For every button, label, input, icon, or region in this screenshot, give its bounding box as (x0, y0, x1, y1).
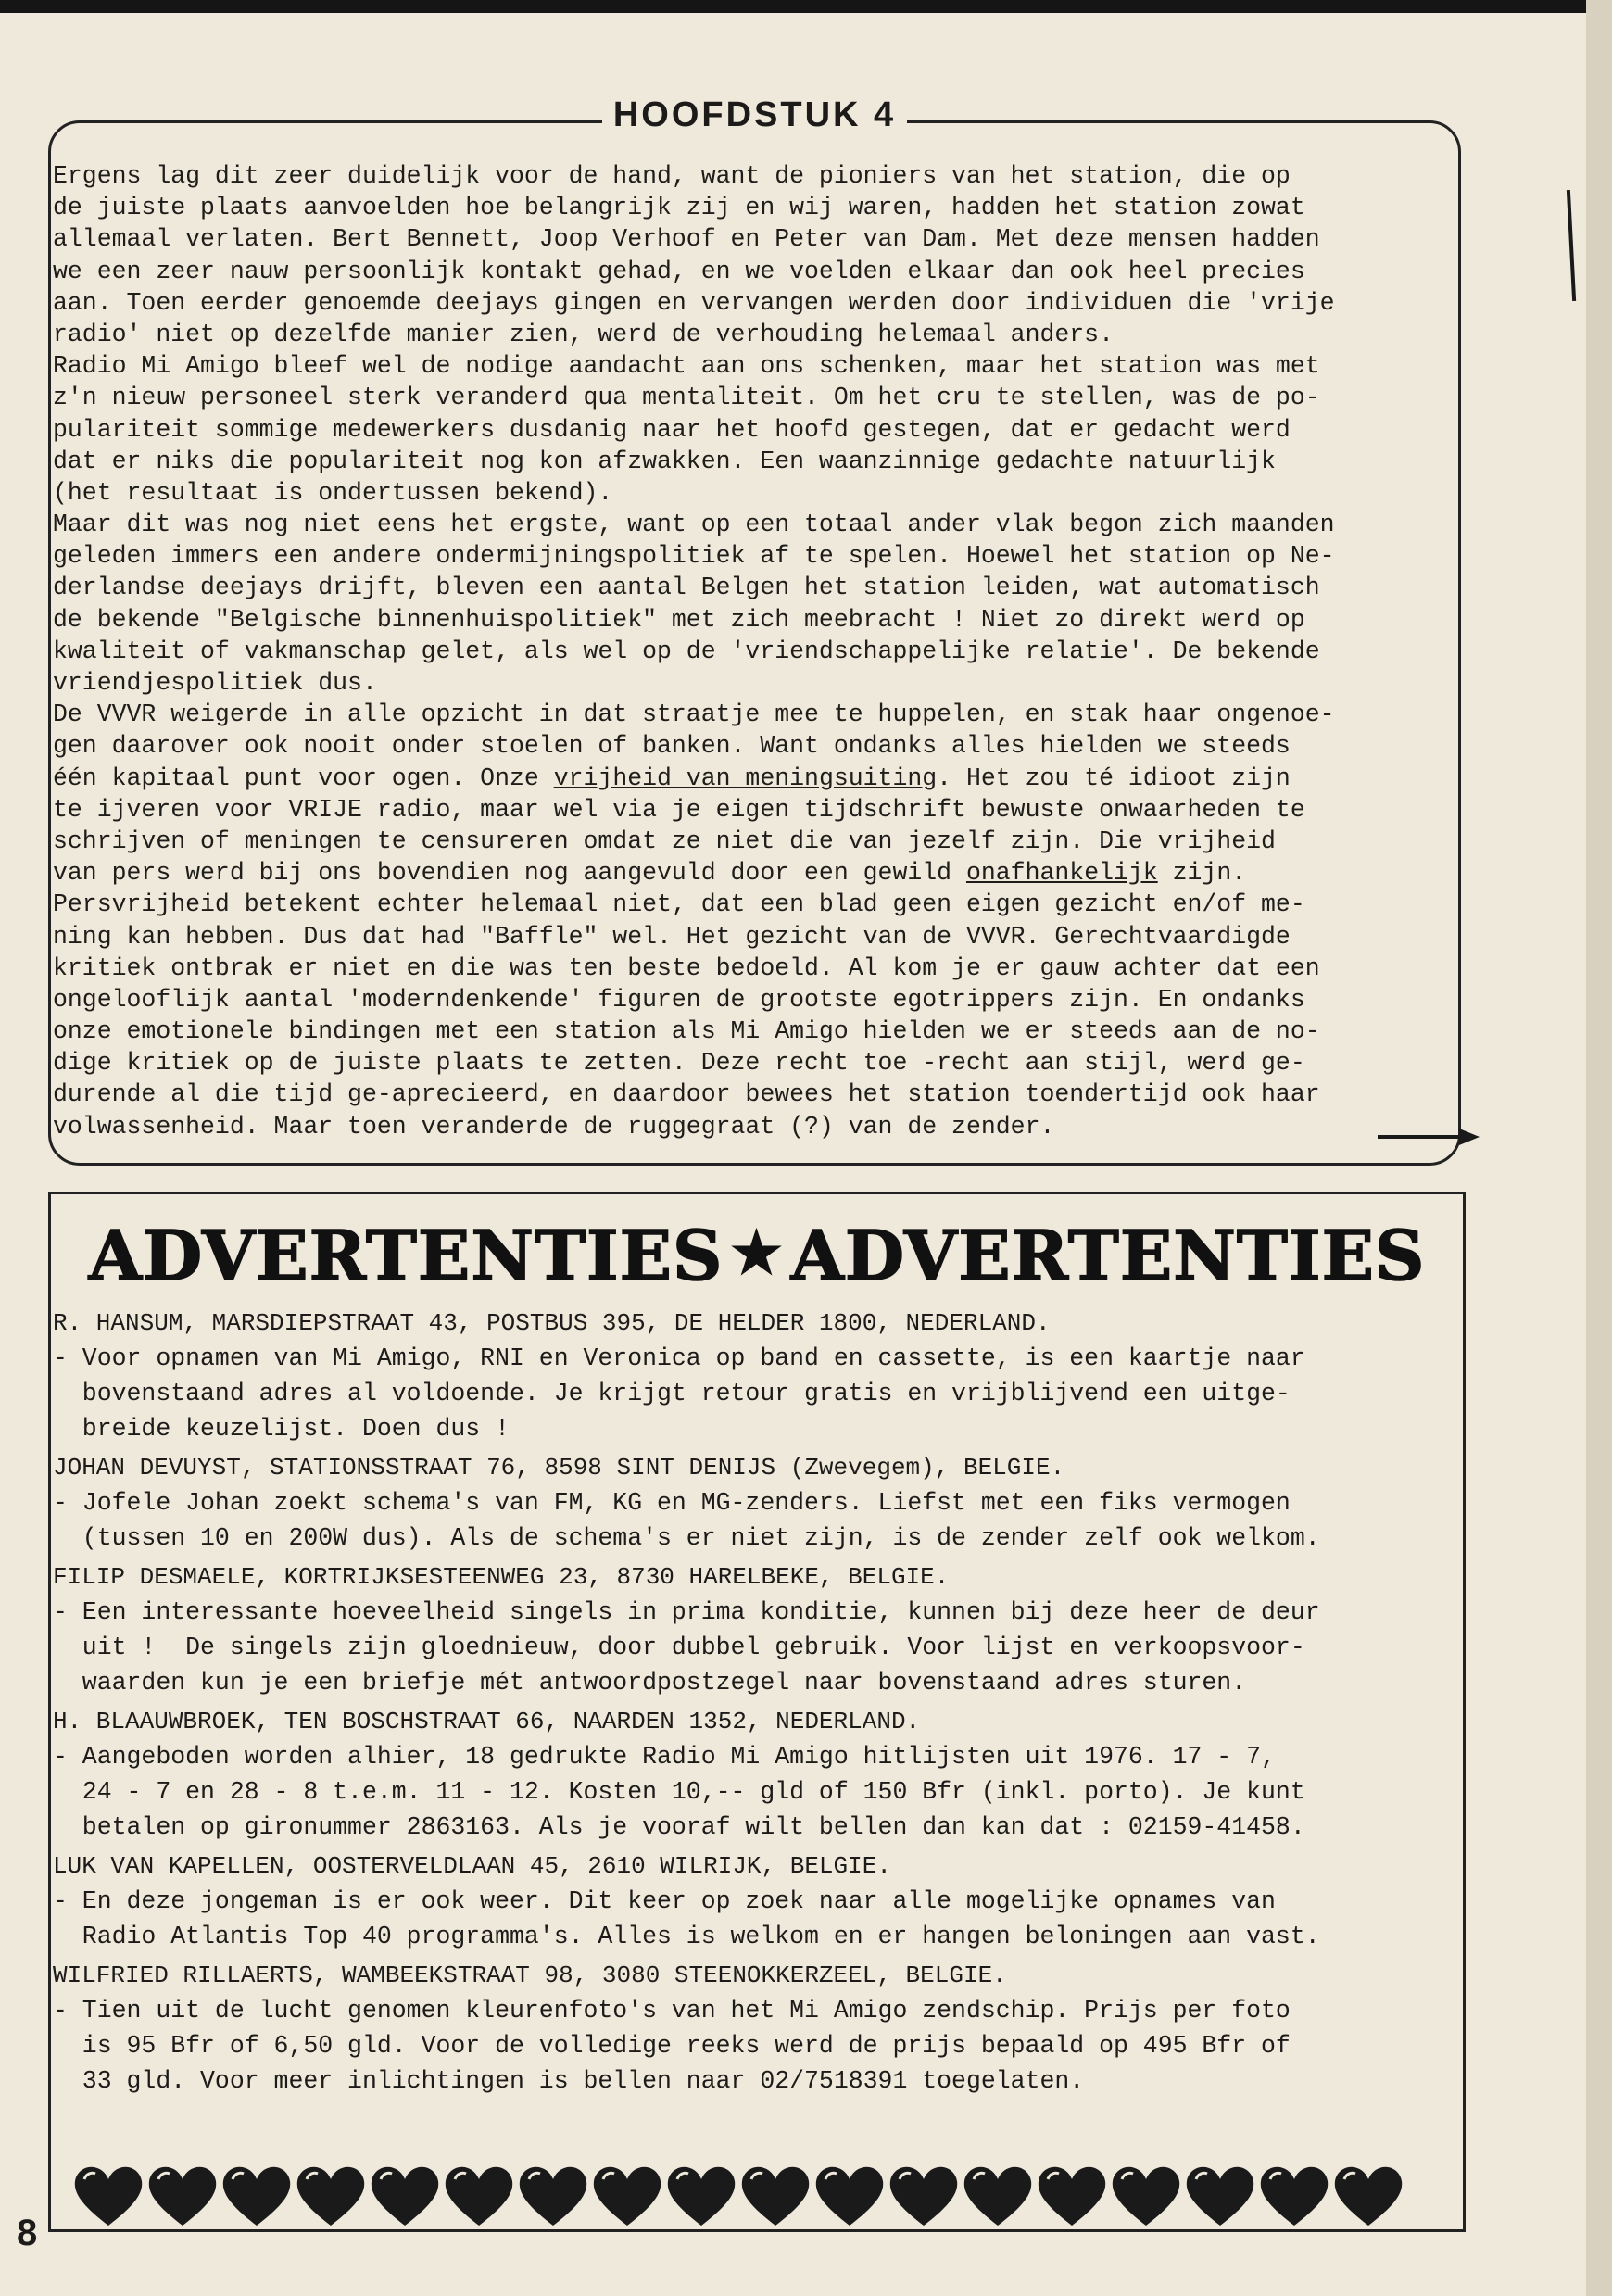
chapter-line (53, 1079, 1461, 1110)
chapter-line (53, 446, 1461, 477)
chapter-line-text: de bekende "Belgische binnenhuispolitiek" met zich meebracht ! Niet zo direkt werd op (53, 605, 1305, 634)
ad-text-line: - Voor opnamen van Mi Amigo, RNI en Veronica op band en cassette, is een kaartje naar (53, 1344, 1305, 1372)
chapter-line (53, 604, 1461, 636)
heart-icon (961, 2163, 1035, 2229)
chapter-title-wrap (51, 95, 1458, 135)
heart-icon (294, 2163, 368, 2229)
ad-item (53, 1559, 1461, 1700)
underlined-phrase: onafhankelijk (965, 859, 1158, 888)
chapter-line (53, 857, 1461, 889)
chapter-line (53, 319, 1461, 350)
heart-icon (516, 2163, 590, 2229)
ad-text-line: 24 - 7 en 28 - 8 t.e.m. 11 - 12. Kosten 10,-- gld of 150 Bfr (inkl. porto). Je kunt (53, 1778, 1305, 1806)
star-icon: ★ (732, 1221, 782, 1284)
chapter-line-text: kritiek ontbrak er niet en die was ten beste bedoeld. Al kom je er gauw achter dat een (53, 953, 1320, 982)
chapter-line (53, 794, 1461, 826)
heart-icon (664, 2163, 738, 2229)
chapter-line (53, 350, 1461, 382)
page-number: 8 (17, 2213, 38, 2253)
chapter-line (53, 952, 1461, 984)
chapter-line-text: kwaliteit of vakmanschap gelet, als wel op de 'vriendschappelijke relatie'. De bekende (53, 637, 1320, 665)
chapter-line (53, 699, 1461, 730)
chapter-line (53, 572, 1461, 603)
ad-text-line: is 95 Bfr of 6,50 gld. Voor de volledige reeks werd de prijs bepaald op 495 Bfr of (53, 2032, 1291, 2060)
chapter-line (53, 1016, 1461, 1047)
chapter-line (53, 223, 1461, 255)
chapter-line-text: volwassenheid. Maar toen veranderde de ruggegraat (?) van de zender. (53, 1112, 1055, 1141)
ad-address: JOHAN DEVUYST, STATIONSSTRAAT 76, 8598 SINT DENIJS (Zwevegem), BELGIE. (53, 1454, 1065, 1482)
hearts-row (71, 2163, 1405, 2229)
chapter-line (53, 984, 1461, 1016)
chapter-line-text: z'n nieuw personeel sterk veranderd qua mentaliteit. Om het cru te stellen, was de po- (53, 384, 1320, 412)
ad-address: H. BLAAUWBROEK, TEN BOSCHSTRAAT 66, NAARDEN 1352, NEDERLAND. (53, 1708, 921, 1735)
ad-text-line: betalen op gironummer 2863163. Als je vooraf wilt bellen dan kan dat : 02159-41458. (53, 1813, 1305, 1841)
ad-item (53, 1958, 1461, 2099)
ad-text-line: - Jofele Johan zoekt schema's van FM, KG en MG-zenders. Liefst met een fiks vermogen (53, 1489, 1291, 1517)
chapter-line-tail: zijn. (1157, 859, 1247, 888)
page-right-edge (1586, 0, 1612, 2296)
chapter-line-text: Radio Mi Amigo bleef wel de nodige aandacht aan ons schenken, maar het station was met (53, 352, 1320, 381)
ad-text-line: breide keuzelijst. Doen dus ! (53, 1415, 510, 1443)
advertenties-box (48, 1192, 1466, 2232)
chapter-line-text: De VVVR weigerde in alle opzicht in dat straatje mee te huppelen, en stak haar ongenoe- (53, 700, 1335, 729)
chapter-line (53, 477, 1461, 509)
chapter-line-text: Persvrijheid betekent echter helemaal niet, dat een blad geen eigen gezicht en/of me- (53, 890, 1305, 919)
ad-address: WILFRIED RILLAERTS, WAMBEEKSTRAAT 98, 3080 STEENOKKERZEEL, BELGIE. (53, 1962, 1007, 1989)
ad-item (53, 1704, 1461, 1845)
chapter-line-text: te ijveren voor VRIJE radio, maar wel via je eigen tijdschrift bewuste onwaarheden te (53, 795, 1305, 824)
chapter-line-text: dige kritiek op de juiste plaats te zetten. Deze recht toe -recht aan stijl, werd ge- (53, 1049, 1305, 1078)
ad-text-line: Radio Atlantis Top 40 programma's. Alles is welkom en er hangen beloningen aan vast. (53, 1923, 1320, 1950)
heart-icon (1109, 2163, 1183, 2229)
chapter-title: HOOFDSTUK 4 (602, 95, 907, 134)
heart-icon (442, 2163, 516, 2229)
ad-text-line: - Een interessante hoeveelheid singels in prima konditie, kunnen bij deze heer de deur (53, 1598, 1320, 1626)
heart-icon (1331, 2163, 1405, 2229)
heart-icon (812, 2163, 887, 2229)
ad-address: LUK VAN KAPELLEN, OOSTERVELDLAAN 45, 2610 WILRIJK, BELGIE. (53, 1852, 891, 1880)
chapter-line (53, 636, 1461, 667)
heart-icon (738, 2163, 812, 2229)
chapter-line-text: Maar dit was nog niet eens het ergste, want op een totaal ander vlak begon zich maanden (53, 511, 1335, 539)
binding-mark (1567, 190, 1576, 301)
ad-text-line: - Aangeboden worden alhier, 18 gedrukte Radio Mi Amigo hitlijsten uit 1976. 17 - 7, (53, 1743, 1276, 1771)
chapter-line (53, 160, 1461, 192)
ads-list (53, 1306, 1461, 2102)
chapter-line (53, 921, 1461, 952)
ads-header-right: ADVERTENTIES (790, 1217, 1426, 1296)
ad-text-line: waarden kun je een briefje mét antwoordpostzegel naar bovenstaand adres sturen. (53, 1669, 1247, 1697)
chapter-line (53, 763, 1461, 794)
heart-icon (590, 2163, 664, 2229)
continue-arrow-icon (1378, 1126, 1480, 1148)
heart-icon (368, 2163, 442, 2229)
heart-icon (1183, 2163, 1257, 2229)
chapter-line (53, 540, 1461, 572)
heart-icon (1035, 2163, 1109, 2229)
chapter-line-text: onze emotionele bindingen met een station als Mi Amigo hielden we er steeds aan de no- (53, 1017, 1320, 1046)
ad-address: FILIP DESMAELE, KORTRIJKSESTEENWEG 23, 8730 HARELBEKE, BELGIE. (53, 1563, 950, 1591)
chapter-line (53, 667, 1461, 699)
chapter-line (53, 382, 1461, 413)
chapter-line-text: ongelooflijk aantal 'moderndenkende' figuren de grootste egotrippers zijn. En ondanks (53, 985, 1305, 1014)
chapter-line-tail: . Het zou té idioot zijn (937, 763, 1291, 792)
ad-text-line: - Tien uit de lucht genomen kleurenfoto's van het Mi Amigo zendschip. Prijs per foto (53, 1997, 1291, 2025)
chapter-line-text: aan. Toen eerder genoemde deejays gingen en vervangen werden door individuen die 'vrije (53, 288, 1335, 317)
chapter-line-text: pulariteit sommige medewerkers dusdanig naar het hoofd gestegen, dat er gedacht werd (53, 415, 1291, 444)
chapter-line-text: de juiste plaats aanvoelden hoe belangrijk zij en wij waren, hadden het station zowat (53, 194, 1305, 222)
chapter-line-text: gen daarover ook nooit onder stoelen of banken. Want ondanks alles hielden we steeds (53, 732, 1291, 761)
chapter-line (53, 1047, 1461, 1079)
ads-header-left: ADVERTENTIES (88, 1217, 724, 1296)
chapter-line-text: van pers werd bij ons bovendien nog aangevuld door een gewild (53, 859, 966, 888)
chapter-line-text: Ergens lag dit zeer duidelijk voor de hand, want de pioniers van het station, die op (53, 162, 1291, 190)
chapter-line (53, 730, 1461, 762)
underlined-phrase: vrijheid van meningsuiting (553, 763, 938, 792)
ads-header (51, 1205, 1463, 1307)
chapter-line-text: we een zeer nauw persoonlijk kontakt gehad, en we voelden elkaar dan ook heel precies (53, 257, 1305, 285)
heart-icon (71, 2163, 145, 2229)
chapter-line (53, 192, 1461, 223)
chapter-line (53, 509, 1461, 540)
ad-text-line: (tussen 10 en 200W dus). Als de schema's er niet zijn, is de zender zelf ook welkom. (53, 1524, 1320, 1552)
chapter-line-text: ning kan hebben. Dus dat had "Baffle" wel. Het gezicht van de VVVR. Gerechtvaardigde (53, 922, 1291, 951)
chapter-line-text: derlandse deejays drijft, bleven een aantal Belgen het station leiden, wat automatisch (53, 574, 1320, 602)
ad-address: R. HANSUM, MARSDIEPSTRAAT 43, POSTBUS 395, DE HELDER 1800, NEDERLAND. (53, 1309, 1051, 1337)
chapter-line (53, 889, 1461, 920)
ad-item (53, 1848, 1461, 1954)
chapter-line (53, 1111, 1461, 1142)
heart-icon (220, 2163, 294, 2229)
chapter-line-text: vriendjespolitiek dus. (53, 669, 377, 697)
chapter-line (53, 826, 1461, 857)
ad-text-line: bovenstaand adres al voldoende. Je krijgt retour gratis en vrijblijvend een uitge- (53, 1380, 1291, 1407)
chapter-line-text: radio' niet op dezelfde manier zien, werd de verhouding helemaal anders. (53, 320, 1114, 348)
chapter-line-text: (het resultaat is ondertussen bekend). (53, 478, 613, 507)
chapter-line-text: durende al die tijd ge-aprecieerd, en daardoor bewees het station toendertijd ook haar (53, 1080, 1320, 1109)
ad-text-line: - En deze jongeman is er ook weer. Dit keer op zoek naar alle mogelijke opnames van (53, 1887, 1276, 1915)
scan-top-edge (0, 0, 1612, 13)
chapter-line-text: dat er niks die populariteit nog kon afzwakken. Een waanzinnige gedachte natuurlijk (53, 447, 1276, 475)
heart-icon (1257, 2163, 1331, 2229)
chapter-line (53, 287, 1461, 319)
chapter-line-text: schrijven of meningen te censureren omdat ze niet die van jezelf zijn. Die vrijheid (53, 826, 1276, 855)
chapter-line-text: één kapitaal punt voor ogen. Onze (53, 763, 554, 792)
ad-text-line: 33 gld. Voor meer inlichtingen is bellen naar 02/7518391 toegelaten. (53, 2067, 1085, 2095)
ad-text-line: uit ! De singels zijn gloednieuw, door dubbel gebruik. Voor lijst en verkoopsvoor- (53, 1634, 1305, 1661)
heart-icon (887, 2163, 961, 2229)
ad-item (53, 1450, 1461, 1556)
chapter-line (53, 256, 1461, 287)
chapter-box (48, 95, 1461, 1166)
heart-icon (145, 2163, 220, 2229)
chapter-body (53, 160, 1461, 1142)
chapter-line-text: geleden immers een andere ondermijningspolitiek af te spelen. Hoewel het station op Ne- (53, 542, 1335, 571)
chapter-line (53, 414, 1461, 446)
chapter-line-text: allemaal verlaten. Bert Bennett, Joop Verhoof en Peter van Dam. Met deze mensen hadden (53, 225, 1320, 254)
ad-item (53, 1306, 1461, 1446)
